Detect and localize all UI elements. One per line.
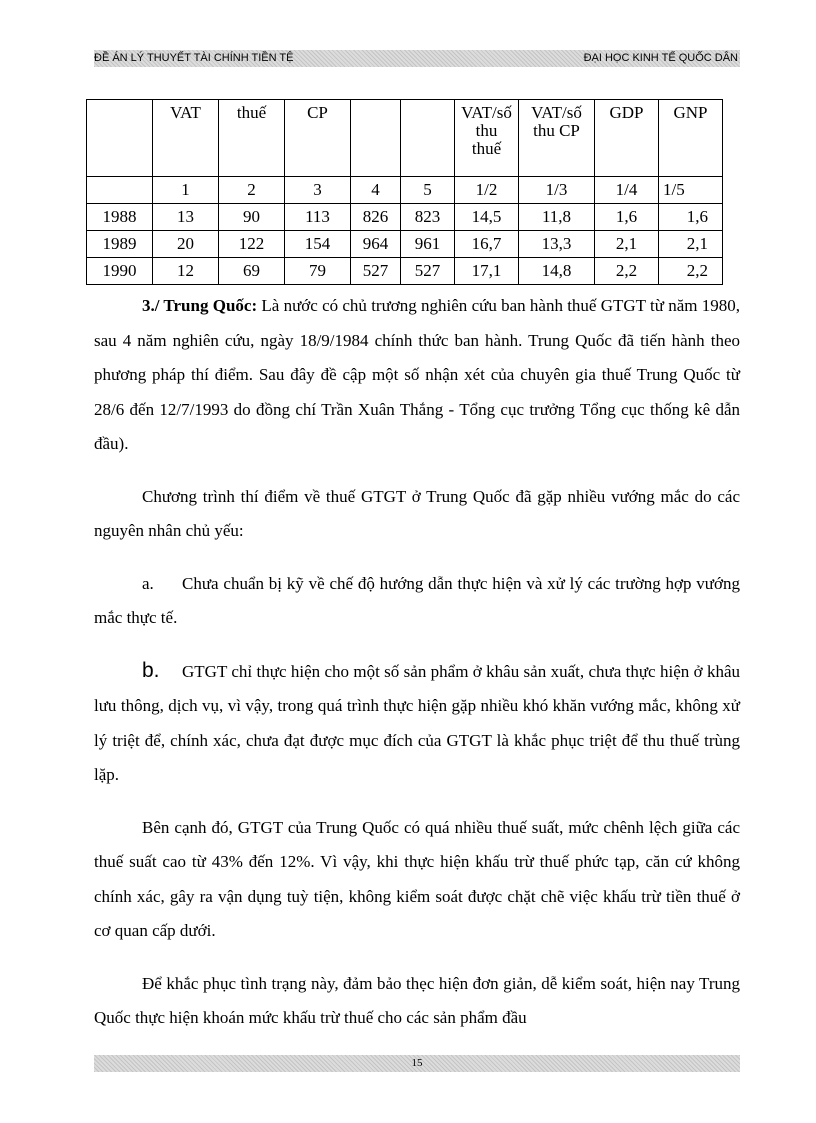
table-header-row — [87, 100, 723, 177]
table-cell: 961 — [401, 231, 455, 258]
table-cell: 12 — [153, 258, 219, 285]
list-item-text: GTGT chỉ thực hiện cho một số sản phẩm ở khâu sản xuất, chưa thực hiện ở khâu lưu thông, dịch vụ, vì vậy, trong quá trình thực hiện gặp nhiều khó khăn vướng mắc, không xử lý triệt để, chính xác, chưa đạt được mục đích của GTGT là khắc phục triệt để thu thuế trùng lặp. — [94, 661, 740, 784]
table-cell: 3 — [285, 177, 351, 204]
table-cell: 5 — [401, 177, 455, 204]
table-cell: 13,3 — [519, 231, 595, 258]
section-heading: 3./ Trung Quốc: — [142, 296, 258, 315]
table-cell: 11,8 — [519, 204, 595, 231]
list-item-a — [94, 567, 740, 636]
paragraph-remedy: Để khắc phục tình trạng này, đảm bảo thẹc hiện đơn giản, dễ kiểm soát, hiện nay Trung Quốc thực hiện khoán mức khấu trừ thuế cho các sản phẩm đầu — [94, 973, 740, 1027]
table-header-cell: CP — [285, 100, 351, 177]
table-cell: 79 — [285, 258, 351, 285]
table-header-cell — [401, 100, 455, 177]
table-cell: 1988 — [87, 204, 153, 231]
table-cell: 2,1 — [595, 231, 659, 258]
table-cell: 2,2 — [595, 258, 659, 285]
table-cell: 14,8 — [519, 258, 595, 285]
table-header-cell — [87, 100, 153, 177]
table-header-cell: GDP — [595, 100, 659, 177]
table-index-row — [87, 177, 723, 204]
table-row — [87, 258, 723, 285]
table-cell: 826 — [351, 204, 401, 231]
table-cell: 823 — [401, 204, 455, 231]
table-cell: 1,6 — [659, 204, 723, 231]
table-cell: 13 — [153, 204, 219, 231]
table-cell: 1/3 — [519, 177, 595, 204]
list-item-b — [94, 654, 740, 793]
table-header-cell: VAT/số thu thuế — [455, 100, 519, 177]
table-cell: 16,7 — [455, 231, 519, 258]
table-cell: 1/4 — [595, 177, 659, 204]
table-cell: 1 — [153, 177, 219, 204]
table-cell: 2,2 — [659, 258, 723, 285]
page-number: 15 — [411, 1057, 423, 1069]
statistics-table — [86, 99, 723, 285]
table-header-cell: VAT/số thu CP — [519, 100, 595, 177]
table-cell: 1/2 — [455, 177, 519, 204]
table-cell: 2,1 — [659, 231, 723, 258]
table-cell: 122 — [219, 231, 285, 258]
table-row — [87, 204, 723, 231]
table-cell: 20 — [153, 231, 219, 258]
paragraph-pilot-program: Chương trình thí điểm về thuế GTGT ở Trung Quốc đã gặp nhiều vướng mắc do các nguyên nhân chủ yếu: — [94, 486, 740, 540]
table-cell: 90 — [219, 204, 285, 231]
header-right-title: ĐẠI HỌC KINH TẾ QUỐC DÂN — [583, 52, 738, 64]
table-cell: 964 — [351, 231, 401, 258]
table-cell: 69 — [219, 258, 285, 285]
table-header-cell — [351, 100, 401, 177]
table-cell: 527 — [401, 258, 455, 285]
list-marker: a. — [142, 573, 154, 593]
table-cell: 14,5 — [455, 204, 519, 231]
table-cell: 154 — [285, 231, 351, 258]
page-header — [94, 50, 740, 67]
table-cell: 113 — [285, 204, 351, 231]
page-footer — [94, 1055, 740, 1072]
paragraph-text: Là nước có chủ trương nghiên cứu ban hành thuế GTGT từ năm 1980, sau 4 năm nghiên cứu, ngày 18/9/1984 chính thức ban hành. Trung Quốc đã tiến hành theo phương pháp thí điểm. Sau đây đề cập một số nhận xét của chuyên gia thuế Trung Quốc từ 28/6 đến 12/7/1993 do đồng chí Trần Xuân Thắng - Tổng cục trưởng Tổng cục thống kê dẫn đầu). — [94, 296, 740, 453]
paragraph-tax-rates: Bên cạnh đó, GTGT của Trung Quốc có quá nhiều thuế suất, mức chênh lệch giữa các thuế suất cao từ 43% đến 12%. Vì vậy, khi thực hiện khấu trừ thuế phức tạp, căn cứ không chính xác, gây ra vận dụng tuỳ tiện, không kiểm soát được chặt chẽ việc khấu trừ tiền thuế ở cơ quan cấp dưới. — [94, 817, 740, 940]
table-cell: 1989 — [87, 231, 153, 258]
table-header-cell: GNP — [659, 100, 723, 177]
table-header-cell: thuế — [219, 100, 285, 177]
table-row — [87, 231, 723, 258]
body-text — [94, 289, 740, 1054]
table-cell: 17,1 — [455, 258, 519, 285]
list-marker: b. — [142, 658, 160, 682]
table-cell: 1,6 — [595, 204, 659, 231]
table-cell — [87, 177, 153, 204]
table-cell: 1/5 — [659, 177, 723, 204]
list-item-text: Chưa chuẩn bị kỹ về chế độ hướng dẫn thực hiện và xử lý các trường hợp vướng mắc thực tế. — [94, 573, 740, 627]
table-cell: 2 — [219, 177, 285, 204]
table-cell: 1990 — [87, 258, 153, 285]
header-left-title: ĐỀ ÁN LÝ THUYẾT TÀI CHÍNH TIỀN TỆ — [94, 52, 294, 64]
table-cell: 527 — [351, 258, 401, 285]
paragraph-china-intro — [94, 289, 740, 462]
table-header-cell: VAT — [153, 100, 219, 177]
table-cell: 4 — [351, 177, 401, 204]
